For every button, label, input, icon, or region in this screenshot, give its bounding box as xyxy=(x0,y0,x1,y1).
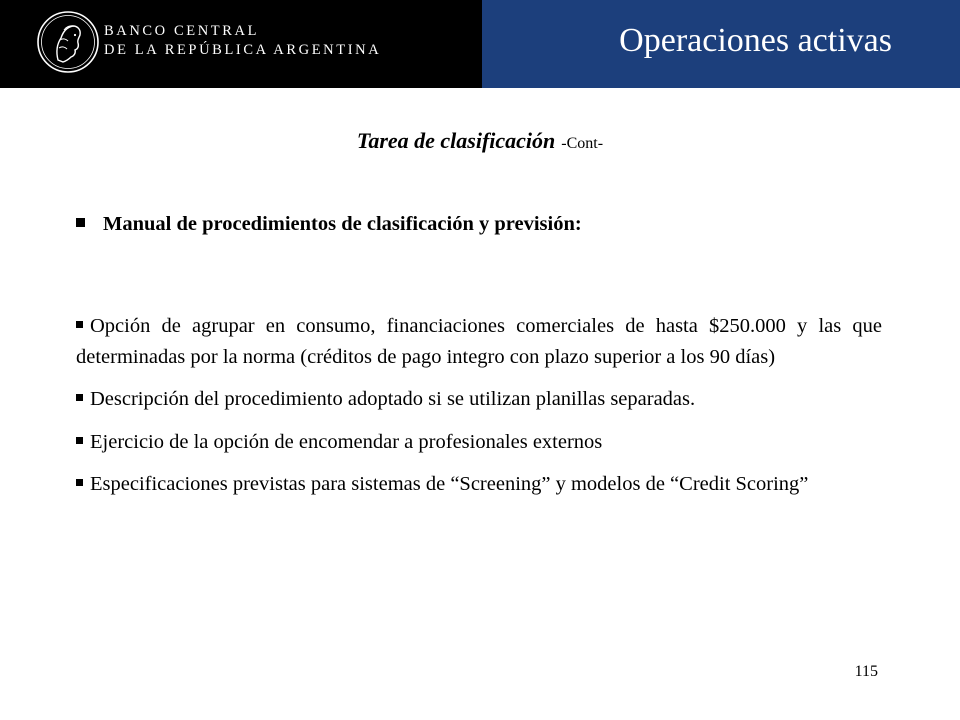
bullet-list xyxy=(76,311,882,512)
list-item xyxy=(76,427,882,458)
list-item xyxy=(76,384,882,415)
square-bullet-icon xyxy=(76,437,83,444)
square-bullet-icon xyxy=(76,321,83,328)
list-item-text: Descripción del procedimiento adoptado si se utilizan planillas separadas. xyxy=(90,388,696,410)
slide-title-text: Tarea de clasificación xyxy=(356,128,556,153)
bcra-seal-icon xyxy=(36,10,100,74)
square-bullet-icon xyxy=(76,218,85,227)
section-title: Operaciones activas xyxy=(619,22,892,59)
square-bullet-icon xyxy=(76,479,83,486)
list-item-text: Opción de agrupar en consumo, financiaciones comerciales de hasta $250.000 y las que determinadas por la norma (créditos de pago integro con plazo superior a los 90 días) xyxy=(76,315,882,368)
bank-name-line-2: DE LA REPÚBLICA ARGENTINA xyxy=(104,42,382,58)
page-number: 115 xyxy=(854,663,878,680)
list-item-text: Especificaciones previstas para sistemas de “Screening” y modelos de “Credit Scoring” xyxy=(90,473,809,495)
list-item-text: Ejercicio de la opción de encomendar a profesionales externos xyxy=(90,430,603,453)
square-bullet-icon xyxy=(76,394,83,401)
main-bullet-text: Manual de procedimientos de clasificación y previsión: xyxy=(103,213,582,235)
list-item xyxy=(76,311,882,372)
list-item xyxy=(76,469,882,500)
slide-title-suffix: -Cont- xyxy=(561,135,604,152)
main-bullet xyxy=(76,213,582,236)
slide-title xyxy=(0,128,960,154)
slide-header xyxy=(0,0,960,88)
header-brand-band xyxy=(0,0,482,88)
bank-name-line-1: BANCO CENTRAL xyxy=(104,23,260,39)
bank-name xyxy=(104,22,381,60)
